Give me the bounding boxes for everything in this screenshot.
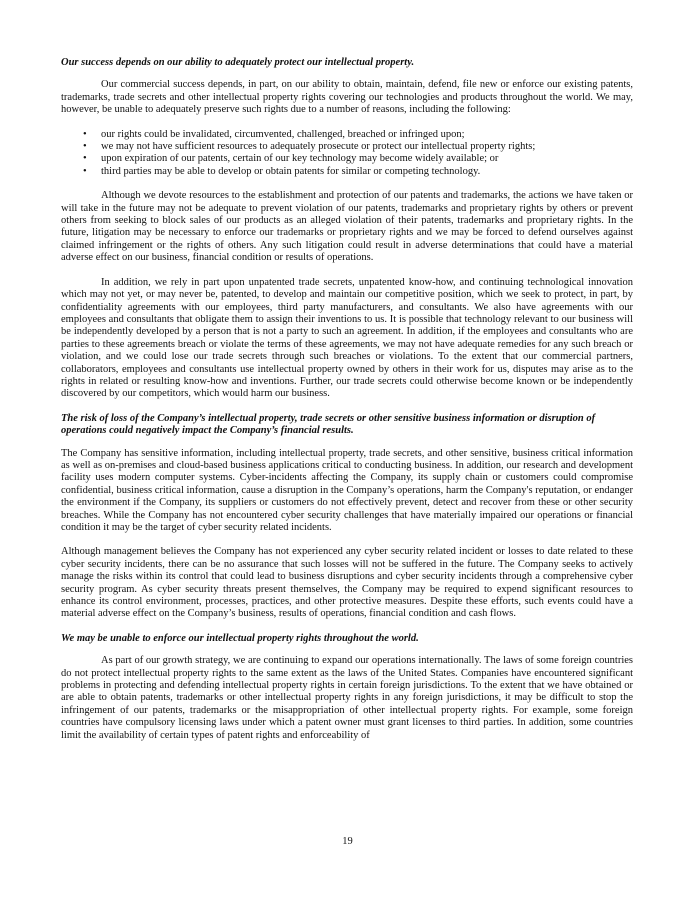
list-item: • third parties may be able to develop or obtain patents for similar or competing technology.	[83, 165, 481, 177]
risk-bullet-list	[61, 129, 633, 179]
page-content	[61, 57, 633, 754]
paragraph-trade-secrets: In addition, we rely in part upon unpatented trade secrets, unpatented know-how, and continuing technological innovation which may not yet, or may never be, patented, to develop and maintain our competitive position, which we seek to protect, in part, by confidentiality agreements with our employees, third party manufacturers, and consultants. We also have agreements with our employees and consultants that obligate them to assign their inventions to us. It is possible that technology relevant to our business will be independently developed by a person that is not a party to such an agreement. In addition, if the employees and consultants who are parties to these agreements breach or violate the terms of these agreements, we may not have adequate remedies for any such breach or violation, and we could lose our trade secrets through such breaches or violations. To the extent that our commercial partners, collaborators, employees and consultants use intellectual property owned by others in their work for us, disputes may arise as to the rights in related or resulting know-how and inventions. Further, our trade secrets could otherwise become known or be independently discovered by our competitors, which would harm our business.	[61, 276, 633, 400]
paragraph-ip-litigation: Although we devote resources to the establishment and protection of our patents and trademarks, the actions we have taken or will take in the future may not be adequate to prevent violation of our patents, trademarks and proprietary rights by others or prevent others from seeking to block sales of our products as an alleged violation of their patents, trademarks and proprietary rights. In the future, litigation may be necessary to enforce our trademarks or proprietary rights and we may be forced to defend ourselves against claimed infringement or the rights of others. Any such litigation could result in adverse determinations that could have a material adverse effect on our business, financial condition or results of operations.	[61, 190, 633, 264]
section-heading-enforce-ip: We may be unable to enforce our intellectual property rights throughout the world.	[61, 632, 419, 644]
paragraph-cyber-assurance: Although management believes the Company has not experienced any cyber security related incident or losses to date related to these cyber security incidents, there can be no assurance that such losses will not be suffered in the future. The Company seeks to actively manage the risks within its control that could lead to business disruptions and cyber security incidents through a comprehensive cyber security program. As cyber security threats present themselves, the Company may be required to expend significant resources to enhance its control environment, processes, practices, and other protective measures. Despite these efforts, such events could have a material adverse effect on the Company’s business, results of operations, financial condition and cash flows.	[61, 546, 633, 620]
list-item: • our rights could be invalidated, circumvented, challenged, breached or infringed upon;	[83, 128, 465, 140]
bullet-icon: •	[83, 141, 87, 153]
page-number: 19	[342, 836, 353, 847]
bullet-icon: •	[83, 128, 87, 140]
bullet-icon: •	[83, 165, 87, 177]
bullet-icon: •	[83, 153, 87, 165]
paragraph-cyber-info: The Company has sensitive information, including intellectual property, trade secrets, and other sensitive, business critical information as well as on-premises and cloud-based business applications critical to conducting business. In addition, our research and development facility uses modern computer systems. Cyber-incidents affecting the Company, its supply chain or customers could compromise confidential, business critical information, cause a disruption in the Company’s operations, harm the Company's reputation, or endanger the environment if the Company, its suppliers or customers do not effectively prevent, detect and recover from these or other security breaches. While the Company has not encountered cyber security challenges that have materially impaired our operations or financial condition it may be the target of cyber security related incidents.	[61, 447, 633, 533]
section-heading-cyber-risk: The risk of loss of the Company’s intellectual property, trade secrets or other sensitive business information or disruption of operations could negatively impact the Company’s financial results.	[61, 412, 596, 437]
section-heading-ip-protection: Our success depends on our ability to adequately protect our intellectual property.	[61, 57, 415, 68]
list-item: • upon expiration of our patents, certain of our key technology may become widely available; or	[83, 153, 499, 165]
paragraph-international: As part of our growth strategy, we are continuing to expand our operations internationally. The laws of some foreign countries do not protect intellectual property rights to the same extent as the laws of the United States. Companies have encountered significant problems in protecting and defending intellectual property rights in certain foreign jurisdictions. To the extent that we have obtained or are able to obtain patents, trademarks or other intellectual property rights in any foreign jurisdictions, it may be difficult to stop the infringement of our patents, trademarks or the misappropriation of other intellectual property rights. For example, some foreign countries have compulsory licensing laws under which a patent owner must grant licenses to third parties. In addition, some countries limit the availability of certain types of patent rights and enforceability of	[61, 655, 633, 741]
list-item: • we may not have sufficient resources to adequately prosecute or protect our intellectual property rights;	[83, 141, 536, 153]
paragraph-ip-intro: Our commercial success depends, in part, on our ability to obtain, maintain, defend, file new or enforce our existing patents, trademarks, trade secrets and other intellectual property rights covering our technologies and products throughout the world. We may, however, be unable to adequately preserve such rights due to a number of reasons, including the following:	[61, 79, 633, 116]
